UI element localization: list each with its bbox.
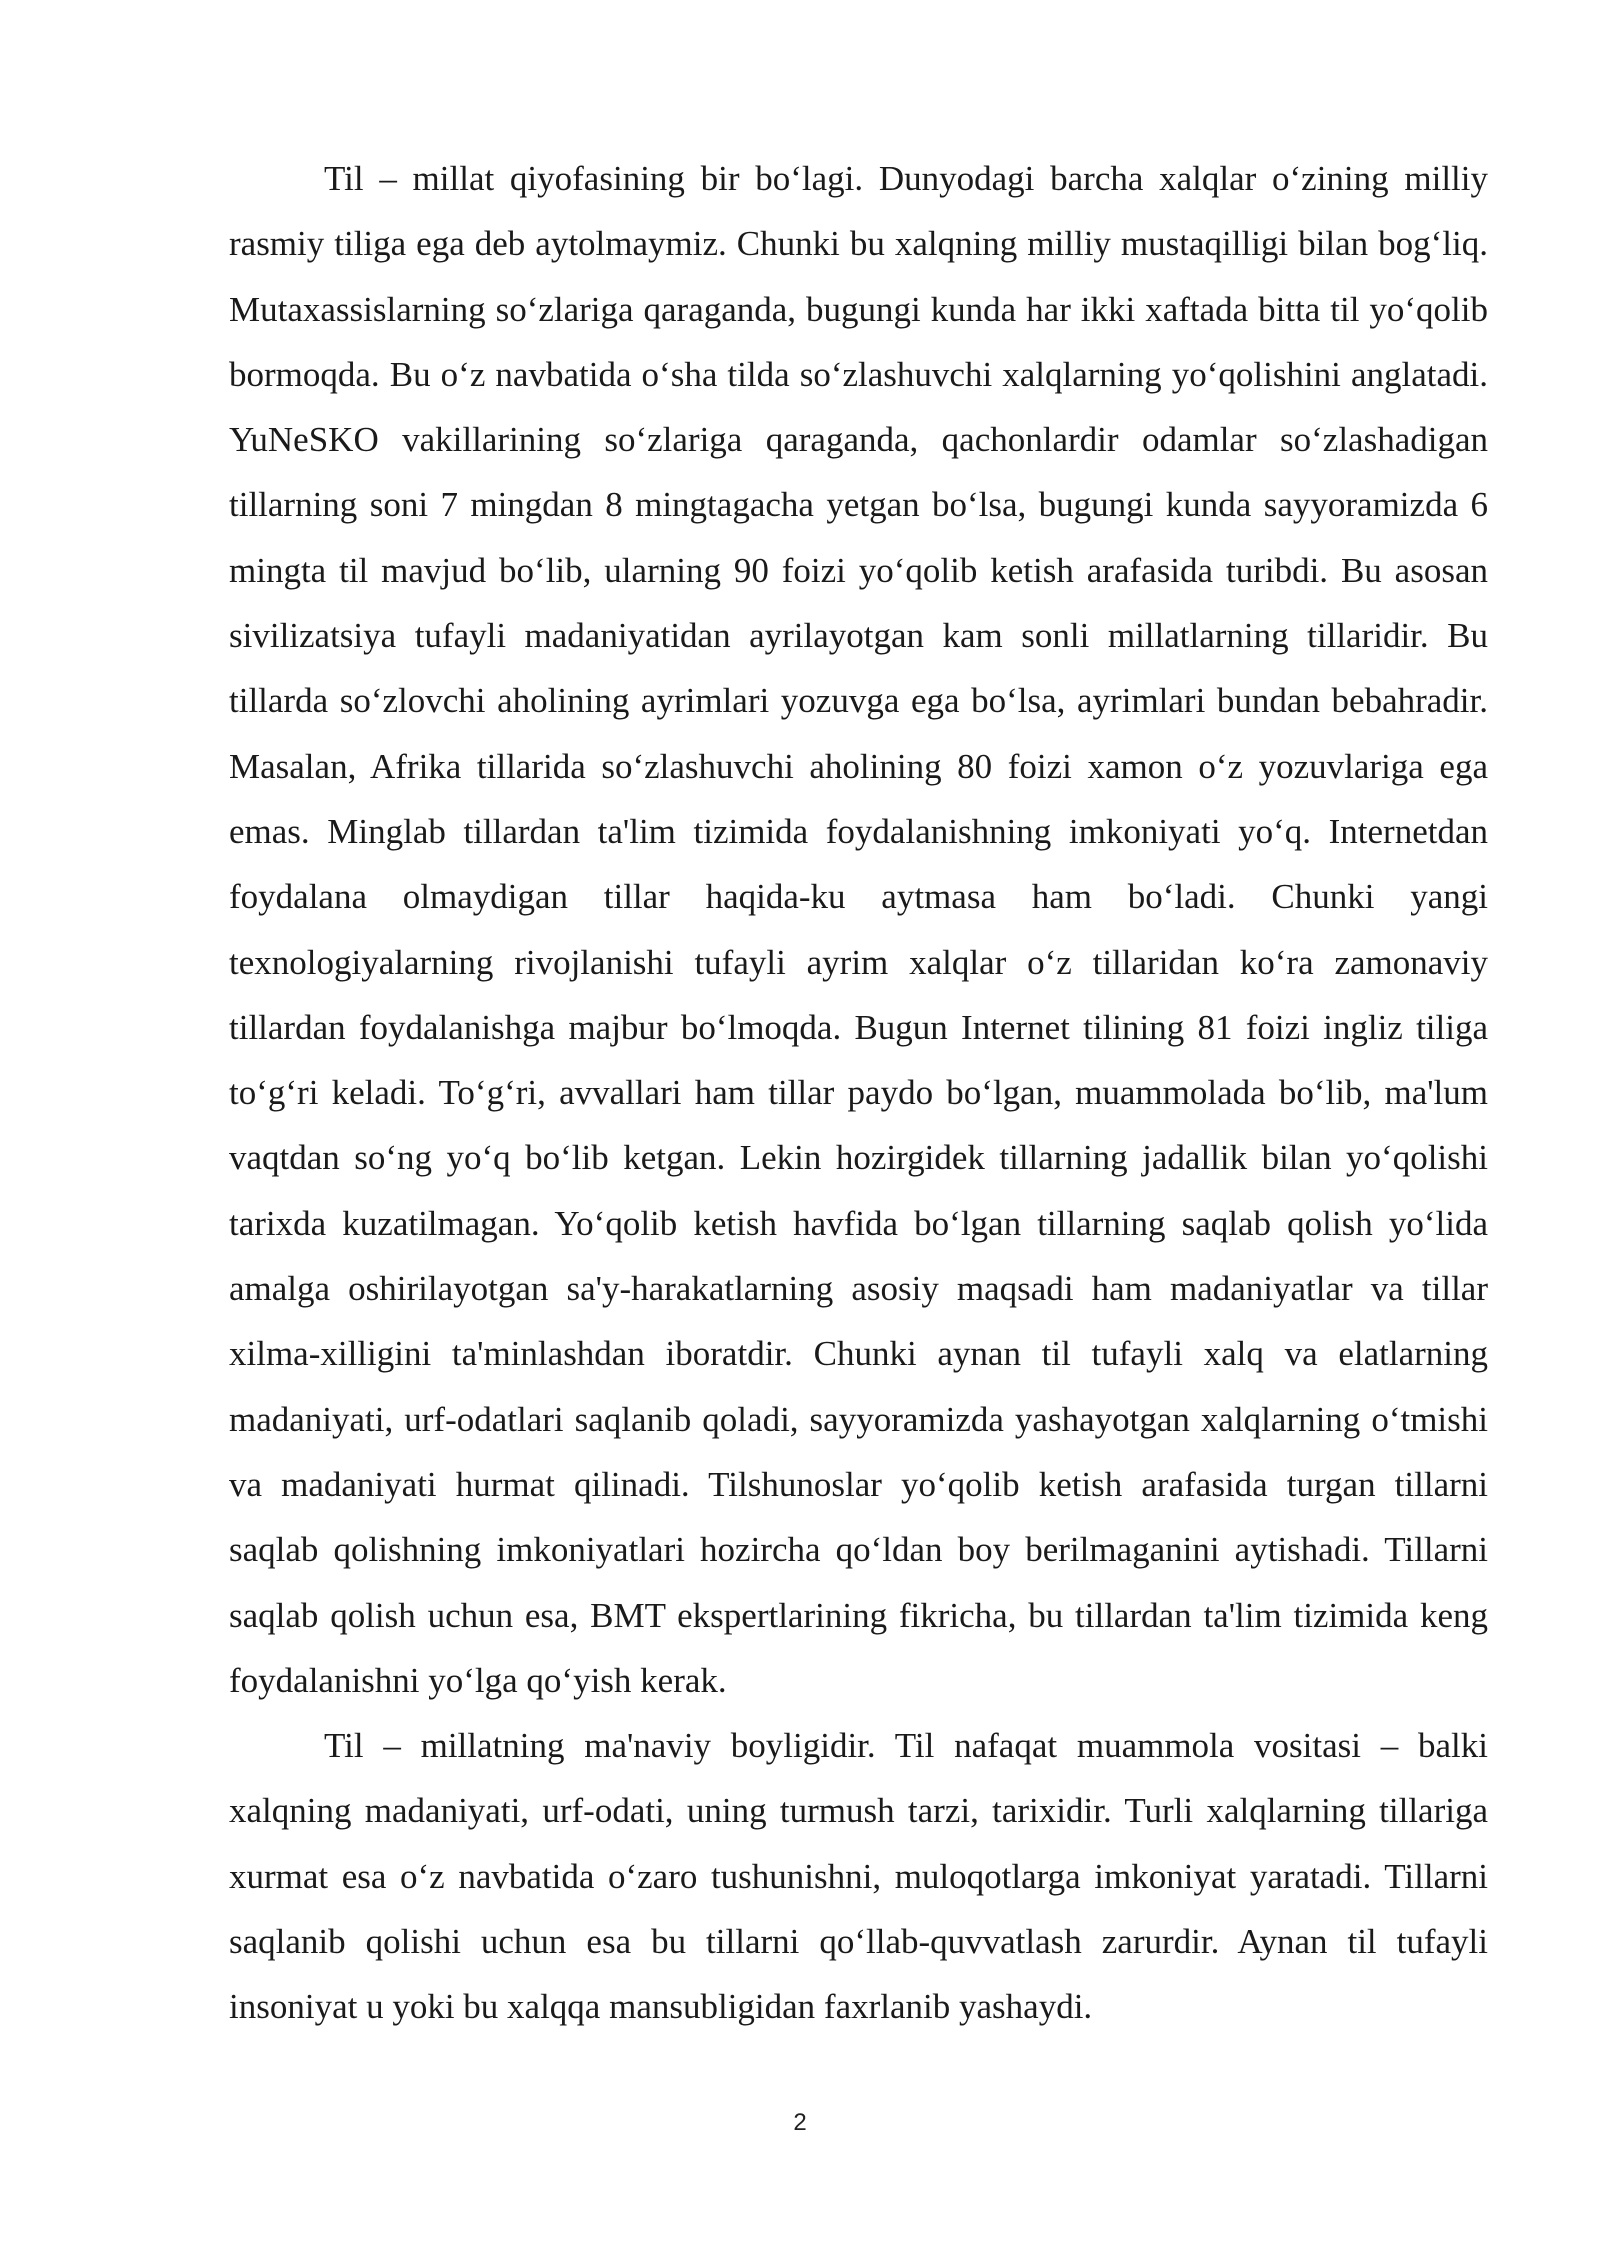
paragraph-2: Til – millatning ma'naviy boyligidir. Til nafaqat muammola vositasi – balki xalqning madaniyati, urf-odati, uning turmush tarzi, tarixidir. Turli xalqlarning tillariga xurmat esa o‘z navbatida o‘zaro tushunishni, muloqotlarga imkoniyat yaratadi. Tillarni saqlanib qolishi uchun esa bu tillarni qo‘llab-quvvatlash zarurdir. Aynan til tufayli insoniyat u yoki bu xalqqa mansubligidan faxrlanib yashaydi. (229, 1726, 1488, 2027)
page-number: 2 (793, 2109, 807, 2136)
paragraph-1: Til – millat qiyofasining bir bo‘lagi. Dunyodagi barcha xalqlar o‘zining milliy rasmiy tiliga ega deb aytolmaymiz. Chunki bu xalqning milliy mustaqilligi bilan bog‘liq. Mutaxassislarning so‘zlariga qaraganda, bugungi kunda har ikki xaftada bitta til yo‘qolib bormoqda. Bu o‘z navbatida o‘sha tilda so‘zlashuvchi xalqlarning yo‘qolishini anglatadi. YuNeSKO vakillarining so‘zlariga qaraganda, qachonlardir odamlar so‘zlashadigan tillarning soni 7 mingdan 8 mingtagacha yetgan bo‘lsa, bugungi kunda sayyoramizda 6 mingta til mavjud bo‘lib, ularning 90 foizi yo‘qolib ketish arafasida turibdi. Bu asosan sivilizatsiya tufayli madaniyatidan ayrilayotgan kam sonli millatlarning tillaridir. Bu tillarda so‘zlovchi aholining ayrimlari yozuvga ega bo‘lsa, ayrimlari bundan bebahradir. Masalan, Afrika tillarida so‘zlashuvchi aholining 80 foizi xamon o‘z yozuvlariga ega emas. Minglab tillardan ta'lim tizimida foydalanishning imkoniyati yo‘q. Internetdan foydalana olmaydigan tillar haqida-ku aytmasa ham bo‘ladi. Chunki yangi texnologiyalarning rivojlanishi tufayli ayrim xalqlar o‘z tillaridan ko‘ra zamonaviy tillardan foydalanishga majbur bo‘lmoqda. Bugun Internet tilining 81 foizi ingliz tiliga to‘g‘ri keladi. To‘g‘ri, avvallari ham tillar paydo bo‘lgan, muammolada bo‘lib, ma'lum vaqtdan so‘ng yo‘q bo‘lib ketgan. Lekin hozirgidek tillarning jadallik bilan yo‘qolishi tarixda kuzatilmagan. Yo‘qolib ketish havfida bo‘lgan tillarning saqlab qolish yo‘lida amalga oshirilayotgan sa'y-harakatlarning asosiy maqsadi ham madaniyatlar va tillar xilma-xilligini ta'minlashdan iboratdir. Chunki aynan til tufayli xalq va elatlarning madaniyati, urf-odatlari saqlanib qoladi, sayyoramizda yashayotgan xalqlarning o‘tmishi va madaniyati hurmat qilinadi. Tilshunoslar yo‘qolib ketish arafasida turgan tillarni saqlab qolishning imkoniyatlari hozircha qo‘ldan boy berilmaganini aytishadi. Tillarni saqlab qolish uchun esa, BMT ekspertlarining fikricha, bu tillardan ta'lim tizimida keng foydalanishni yo‘lga qo‘yish kerak. (229, 159, 1488, 1700)
document-body (229, 146, 1488, 2040)
